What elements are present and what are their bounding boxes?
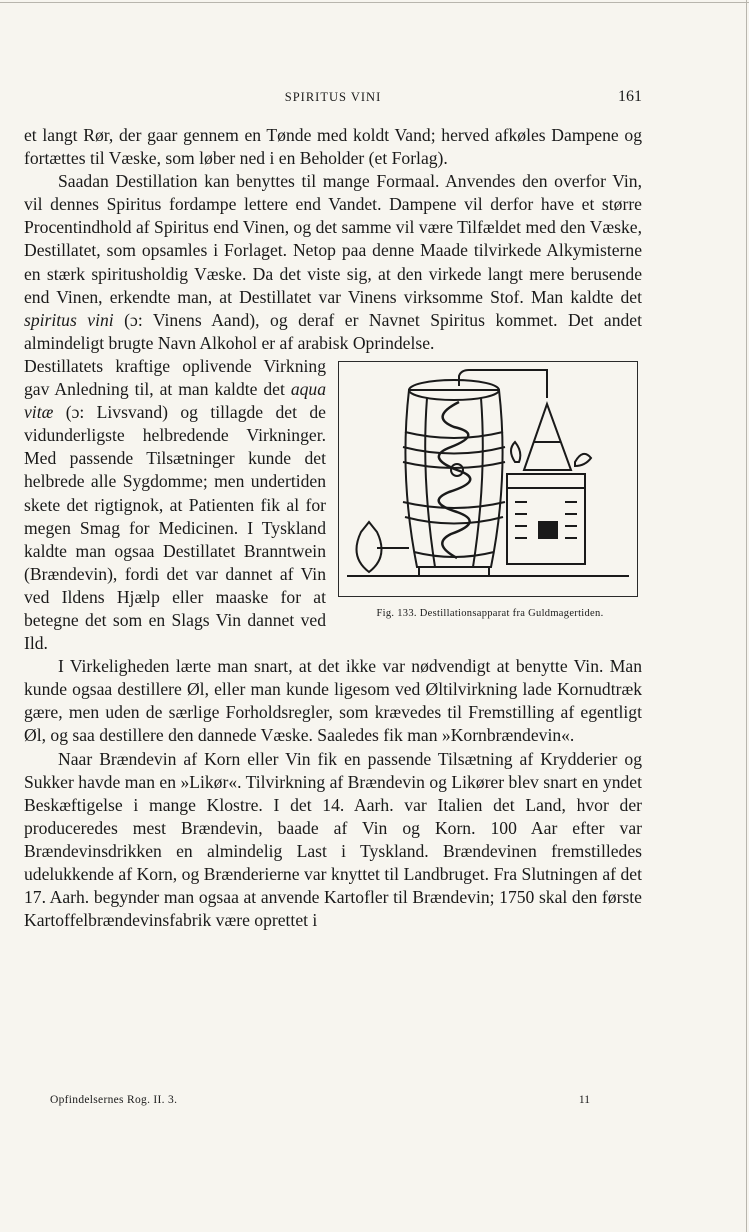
sheet-number: 11	[578, 1094, 590, 1106]
figure-133	[338, 361, 642, 621]
figure-illustration-frame	[338, 361, 638, 597]
figure-caption-text: Destillationsapparat fra Guldmagertiden.	[419, 607, 604, 619]
page-footer	[50, 1094, 590, 1112]
page-edge-top	[0, 2, 749, 3]
signature-mark: Opfindelsernes Rog. II. 3.	[50, 1094, 178, 1106]
barrel-outline	[405, 390, 502, 567]
term-spiritus-vini: spiritus vini	[24, 309, 114, 330]
distillation-apparatus-illustration	[339, 362, 637, 596]
term-aqua-vitae: aqua vitæ	[24, 379, 326, 423]
paragraph-5: Naar Brændevin af Korn eller Vin fik en passende Tilsætning af Krydderier og Sukker havde man en »Likør«. Tilvirkning af Brændevin og Likører blev snart en yndet Beskæftigelse i mange Klostre. I det 14. Aarh. var Italien det Land, hvor der produceredes mest Brændevin, baade af Vin og Korn. 100 Aar efter var Brændevinsdrikken en almindelig Last i Tyskland. Brændevinen fremstilledes udelukkende af Korn, og Brænderierne var knyttet til Landbruget. Fra Slutningen af det 17. Aarh. begynder man ogsaa at anvende Kartofler til Brændevin; 1750 skal den første Kartoffelbrændevinsfabrik være oprettet i	[24, 748, 642, 931]
body-text	[24, 124, 642, 932]
figure-caption	[338, 607, 642, 621]
still-cone	[524, 404, 571, 470]
paragraph-4: I Virkeligheden lærte man snart, at det ikke var nødvendigt at benytte Vin. Man kunde ogsaa destillere Øl, eller man kunde ligesom ved Øltilvirkning lade Kornudtræk gære, men uden de særlige Forholdsregler, som krævedes til Fremstilling af egentligt Øl, og saa destillere den dannede Væske. Saaledes fik man »Kornbrændevin«.	[24, 656, 642, 746]
connecting-pipe	[459, 370, 547, 398]
page-edge-right	[746, 0, 747, 1232]
figure-label: Fig. 133.	[376, 607, 417, 619]
running-title: SPIRITUS VINI	[284, 90, 382, 104]
running-head	[24, 88, 642, 108]
cooling-coil	[439, 402, 471, 558]
paragraph-1: et langt Rør, der gaar gennem en Tønde med koldt Vand; herved afkøles Dampene og fortættes til Væske, som løber ned i en Beholder (et Forlag).	[24, 125, 642, 169]
paragraph-2: Saadan Destillation kan benyttes til mange Formaal. Anvendes den overfor Vin, vil dennes Spiritus fordampe lettere end Vandet. Dampene vil derfor have et større Procentindhold af Spiritus end Vinen, og det samme vil være Tilfældet med den Væske, Destillatet, som opsamles i Forlaget. Netop paa denne Maade tilvirkede Alkymisterne en stærk spiritusholdig Væske. Da det viste sig, at den virkede langt mere berusende end Vinen, erkendte man, at Destillatet var Vinens virksomme Stof. Man kaldte det spiritus vini (ɔ: Vinens Aand), og deraf er Navnet Spiritus kommet. Det andet almindeligt brugte Navn Alkohol er af arabisk Oprindelse.	[24, 171, 642, 353]
paragraph-3: Destillatets kraftige oplivende Virkning gav Anledning til, at man kaldte det aqua vitæ (ɔ: Livsvand) og tillagde det de vidunderligste helbredende Virkninger. Med passende Tilsætninger kunde det helbrede alle Sygdomme; men undertiden skete det rigtignok, at Patienten fik al for megen Smag for Medicinen. I Tyskland kaldte man ogsaa Destillatet Branntwein (Brændevin), fordi det var dannet af Vin ved Ildens Hjælp eller maaske for at betegne det som en Slags Vin dannet ved Ild.	[24, 355, 326, 654]
page-number: 161	[618, 88, 642, 105]
